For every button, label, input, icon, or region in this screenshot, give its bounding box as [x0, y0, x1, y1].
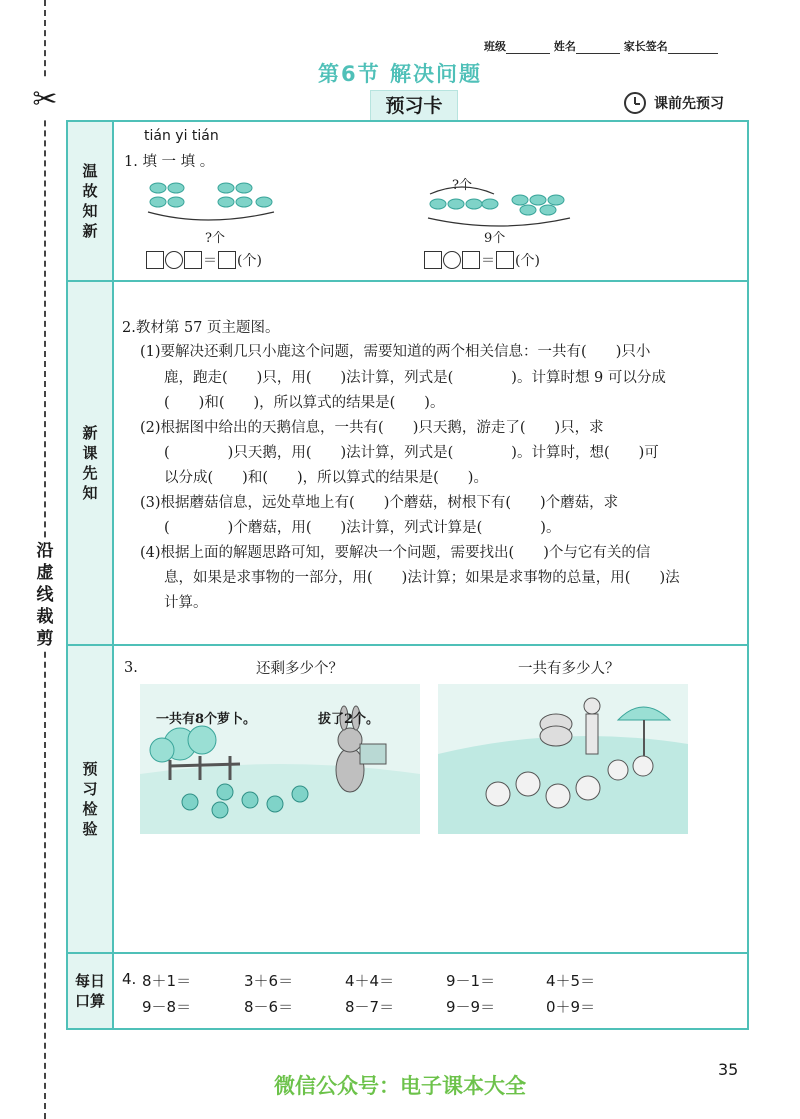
calc-item: 4＋4＝ [345, 972, 395, 990]
q2-line: ( )只天鹅，用( )法计算，列式是( )。计算时，想( )可 [164, 445, 659, 461]
row-divider [68, 952, 747, 954]
answer-box[interactable] [496, 251, 514, 269]
parent-sign-blank[interactable] [668, 42, 718, 54]
class-label: 班级 [484, 40, 506, 53]
q2-line: (3)根据蘑菇信息，远处草地上有( )个蘑菇，树根下有( )个蘑菇，求 [140, 495, 619, 511]
class-blank[interactable] [506, 42, 550, 54]
cut-label: 沿虚线裁剪 [32, 540, 58, 650]
answer-box[interactable] [218, 251, 236, 269]
row-divider [68, 644, 747, 646]
q1-prompt: 1. 填 一 填 。 [124, 154, 215, 170]
calc-item: 9－8＝ [142, 998, 192, 1016]
q1-left-equation: ＝ (个) [146, 250, 262, 270]
footer-watermark: 微信公众号：电子课本大全 [274, 1074, 526, 1098]
q2-line: (4)根据上面的解题思路可知，要解决一个问题，需要找出( )个与它有关的信 [140, 545, 651, 561]
calc-item: 8＋1＝ [142, 972, 192, 990]
q2-line: ( )和( )，所以算式的结果是( )。 [164, 395, 445, 411]
header-fields [484, 38, 718, 54]
calc-item: 4＋5＝ [546, 972, 596, 990]
q4-number: 4. [122, 970, 137, 988]
calc-item: 9－9＝ [446, 998, 496, 1016]
label-column-divider [112, 122, 114, 1028]
row-label-daily: 每日口算 [74, 972, 105, 1010]
q2-line: (2)根据图中给出的天鹅信息，一共有( )只天鹅，游走了( )只，求 [140, 420, 604, 436]
q2-line: 计算。 [164, 595, 208, 611]
q1-left-unknown: ?个 [205, 231, 225, 246]
calc-item: 8－7＝ [345, 998, 395, 1016]
parent-sign-label: 家长签名 [623, 40, 668, 53]
badge-text: 课前先预习 [654, 96, 724, 112]
row-divider [68, 280, 747, 282]
calc-item: 0＋9＝ [546, 998, 596, 1016]
q3-left-bubble-2: 拔了2个。 [318, 712, 380, 727]
section-title: 第6节 解决问题 [318, 62, 482, 86]
q1-right-top-unknown: ?个 [452, 178, 472, 193]
q3-left-question: 还剩多少个？ [256, 661, 343, 677]
q1-pinyin: tián yi tián [144, 128, 219, 144]
name-blank[interactable] [576, 42, 620, 54]
q2-intro: 2.教材第 57 页主题图。 [122, 320, 280, 336]
q1-right-equation: ＝ (个) [424, 250, 540, 270]
preview-badge [624, 92, 724, 114]
calc-item: 9－1＝ [446, 972, 496, 990]
q3-left-bubble-1: 一共有8个萝卜。 [156, 712, 257, 727]
row-label-new: 新课先知 [82, 424, 98, 502]
clock-icon [624, 92, 646, 114]
q3-number: 3. [124, 660, 138, 676]
calc-item: 8－6＝ [244, 998, 294, 1016]
answer-box[interactable] [146, 251, 164, 269]
card-title: 预习卡 [370, 90, 458, 120]
q1-right-total: 9个 [484, 231, 506, 246]
q2-line: 以分成( )和( )，所以算式的结果是( )。 [164, 470, 488, 486]
page-number: 35 [718, 1060, 739, 1079]
scissors-icon: ✂ [30, 80, 60, 120]
carrot-rabbit-illustration [140, 684, 420, 834]
operator-circle[interactable] [165, 251, 183, 269]
swimming-illustration [438, 684, 688, 834]
answer-box[interactable] [462, 251, 480, 269]
q2-line: 息，如果是求事物的一部分，用( )法计算；如果是求事物的总量，用( )法 [164, 570, 680, 586]
row-label-check: 预习检验 [82, 760, 98, 838]
q3-right-question: 一共有多少人？ [518, 661, 620, 677]
operator-circle[interactable] [443, 251, 461, 269]
row-label-review: 温故知新 [82, 162, 98, 240]
unit-label: (个) [237, 253, 262, 269]
unit-label: (个) [515, 253, 540, 269]
q2-line: ( )个蘑菇，用( )法计算，列式计算是( )。 [164, 520, 561, 536]
answer-box[interactable] [424, 251, 442, 269]
calc-item: 3＋6＝ [244, 972, 294, 990]
q2-line: 鹿，跑走( )只，用( )法计算，列式是( )。计算时想 9 可以分成 [164, 370, 666, 386]
name-label: 姓名 [553, 40, 576, 53]
q2-line: (1)要解决还剩几只小鹿这个问题，需要知道的两个相关信息：一共有( )只小 [140, 344, 651, 360]
answer-box[interactable] [184, 251, 202, 269]
